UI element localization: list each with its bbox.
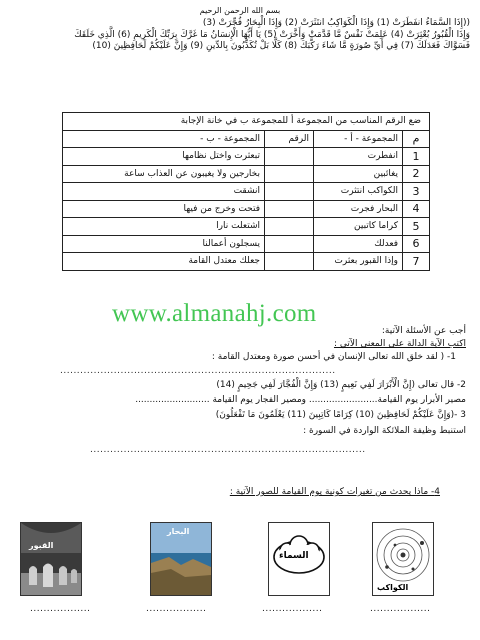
seas-label: البحار — [167, 527, 190, 536]
header-group-b: المجموعة - ب - — [63, 130, 265, 148]
answer-cell[interactable] — [265, 253, 314, 271]
header-group-a: المجموعة - أ - — [314, 130, 403, 148]
row-num: 7 — [403, 253, 430, 271]
table-row — [63, 235, 430, 253]
table-row — [63, 253, 430, 271]
group-b-item: جعلك معتدل القامة — [63, 253, 265, 271]
matching-table — [62, 112, 430, 271]
table-row — [63, 218, 430, 236]
question-2: 2- قال تعالى (إِنَّ الْأَبْرَارَ لَفِي نَعِيمٍ (13) وَإِنَّ الْفُجَّارَ لَفِي جَحِيمٍ (14) — [216, 380, 466, 390]
verse-line-1: ((إِذَا السَّمَاءُ انفَطَرَتْ (1) وَإِذَا الْكَوَاكِبُ انتَثَرَتْ (2) وَإِذَا الْبِحَارُ فُجِّرَتْ (3) — [202, 18, 470, 28]
question-4: 4- ماذا يحدث من تغيرات كونية يوم القيامة للصور الآتية : — [229, 487, 440, 497]
verse-line-2: وَإِذَا الْقُبُورُ بُعْثِرَتْ (4) عَلِمَتْ نَفْسٌ مَّا قَدَّمَتْ وَأَخَّرَتْ (5) يَا أَيُّهَا الْإِنسَانُ مَا غَرَّكَ بِرَبِّكَ الْكَرِيمِ (6) الَّذِي خَلَقَكَ — [74, 29, 470, 40]
table-row — [63, 148, 430, 166]
answer-blank[interactable]: .................. — [30, 604, 91, 614]
group-a-item: الكواكب انتثرت — [314, 183, 403, 201]
verse-line-3: فَسَوَّاكَ فَعَدَلَكَ (7) فِي أَيِّ صُورَةٍ مَّا شَاءَ رَكَّبَكَ (8) كَلَّا بَلْ تُكَذِّبُونَ بِالدِّينِ (9) وَإِنَّ عَلَيْكُمْ لَحَافِظِينَ (10) — [92, 41, 470, 51]
table-row — [63, 200, 430, 218]
group-b-item: تبعثرت واختل نظامها — [63, 148, 265, 166]
questions-intro: أجب عن الأسئلة الآتية: — [381, 326, 466, 336]
table-title: ضع الرقم المناسب من المجموعة أ للمجموعة ب في خانة الإجابة — [63, 113, 430, 131]
header-answer: الرقم — [265, 130, 314, 148]
group-b-item: بخارجين ولا يغيبون عن العذاب ساعة — [63, 165, 265, 183]
answer-cell[interactable] — [265, 218, 314, 236]
answer-cell[interactable] — [265, 235, 314, 253]
answer-blank[interactable]: .................. — [146, 604, 207, 614]
answer-blank[interactable]: .................. — [262, 604, 323, 614]
question-1-title: اكتب الآية الدالة على المعنى الآتي : — [333, 339, 466, 349]
group-b-item: فتحت وخرج من فيها — [63, 200, 265, 218]
graves-label: القبور — [29, 541, 54, 550]
row-num: 3 — [403, 183, 430, 201]
sky-image — [268, 522, 330, 596]
question-3-task: استنبط وظيفة الملائكة الواردة في السورة : — [303, 426, 466, 436]
planets-label: الكواكب — [377, 583, 409, 592]
answer-blank[interactable]: .................. — [370, 604, 431, 614]
group-a-item: فعدلك — [314, 235, 403, 253]
graves-image — [20, 522, 82, 596]
sky-label: السماء — [279, 551, 309, 561]
row-num: 2 — [403, 165, 430, 183]
row-num: 6 — [403, 235, 430, 253]
planets-image — [372, 522, 434, 596]
group-b-item: اشتعلت نارا — [63, 218, 265, 236]
surah-verses — [10, 18, 470, 53]
answer-line[interactable]: .................................................................................. — [60, 366, 336, 376]
answer-cell[interactable] — [265, 165, 314, 183]
group-b-item: انشقت — [63, 183, 265, 201]
question-1-1: 1- ( لقد خلق الله تعالى الإنسان في أحسن صورة ومعتدل القامة : — [211, 352, 456, 362]
answer-line[interactable]: .................................................................................. — [90, 445, 366, 455]
answer-cell[interactable] — [265, 148, 314, 166]
question-2-answer[interactable]: مصير الأبرار يوم القيامة........................ ومصير الفجار يوم القيامة .......................... — [135, 395, 466, 405]
seas-image — [150, 522, 212, 596]
group-a-item: البحار فجرت — [314, 200, 403, 218]
answer-cell[interactable] — [265, 200, 314, 218]
header-num: م — [403, 130, 430, 148]
watermark: www.almanahj.com — [112, 300, 317, 327]
table-row — [63, 165, 430, 183]
row-num: 1 — [403, 148, 430, 166]
group-a-item: وإذا القبور بعثرت — [314, 253, 403, 271]
question-3: 3 -(وَإِنَّ عَلَيْكُمْ لَحَافِظِينَ (10) كِرَامًا كَاتِبِينَ (11) يَعْلَمُونَ مَا تَفْعَلُونَ) — [215, 410, 466, 420]
basmala: بسم الله الرحمن الرحيم — [199, 6, 281, 15]
group-a-item: انفطرت — [314, 148, 403, 166]
row-num: 5 — [403, 218, 430, 236]
graveyard-icon — [21, 523, 81, 595]
group-b-item: يسجلون أعمالنا — [63, 235, 265, 253]
group-a-item: كراما كاتبين — [314, 218, 403, 236]
answer-cell[interactable] — [265, 183, 314, 201]
group-a-item: يغائبين — [314, 165, 403, 183]
table-row — [63, 183, 430, 201]
row-num: 4 — [403, 200, 430, 218]
